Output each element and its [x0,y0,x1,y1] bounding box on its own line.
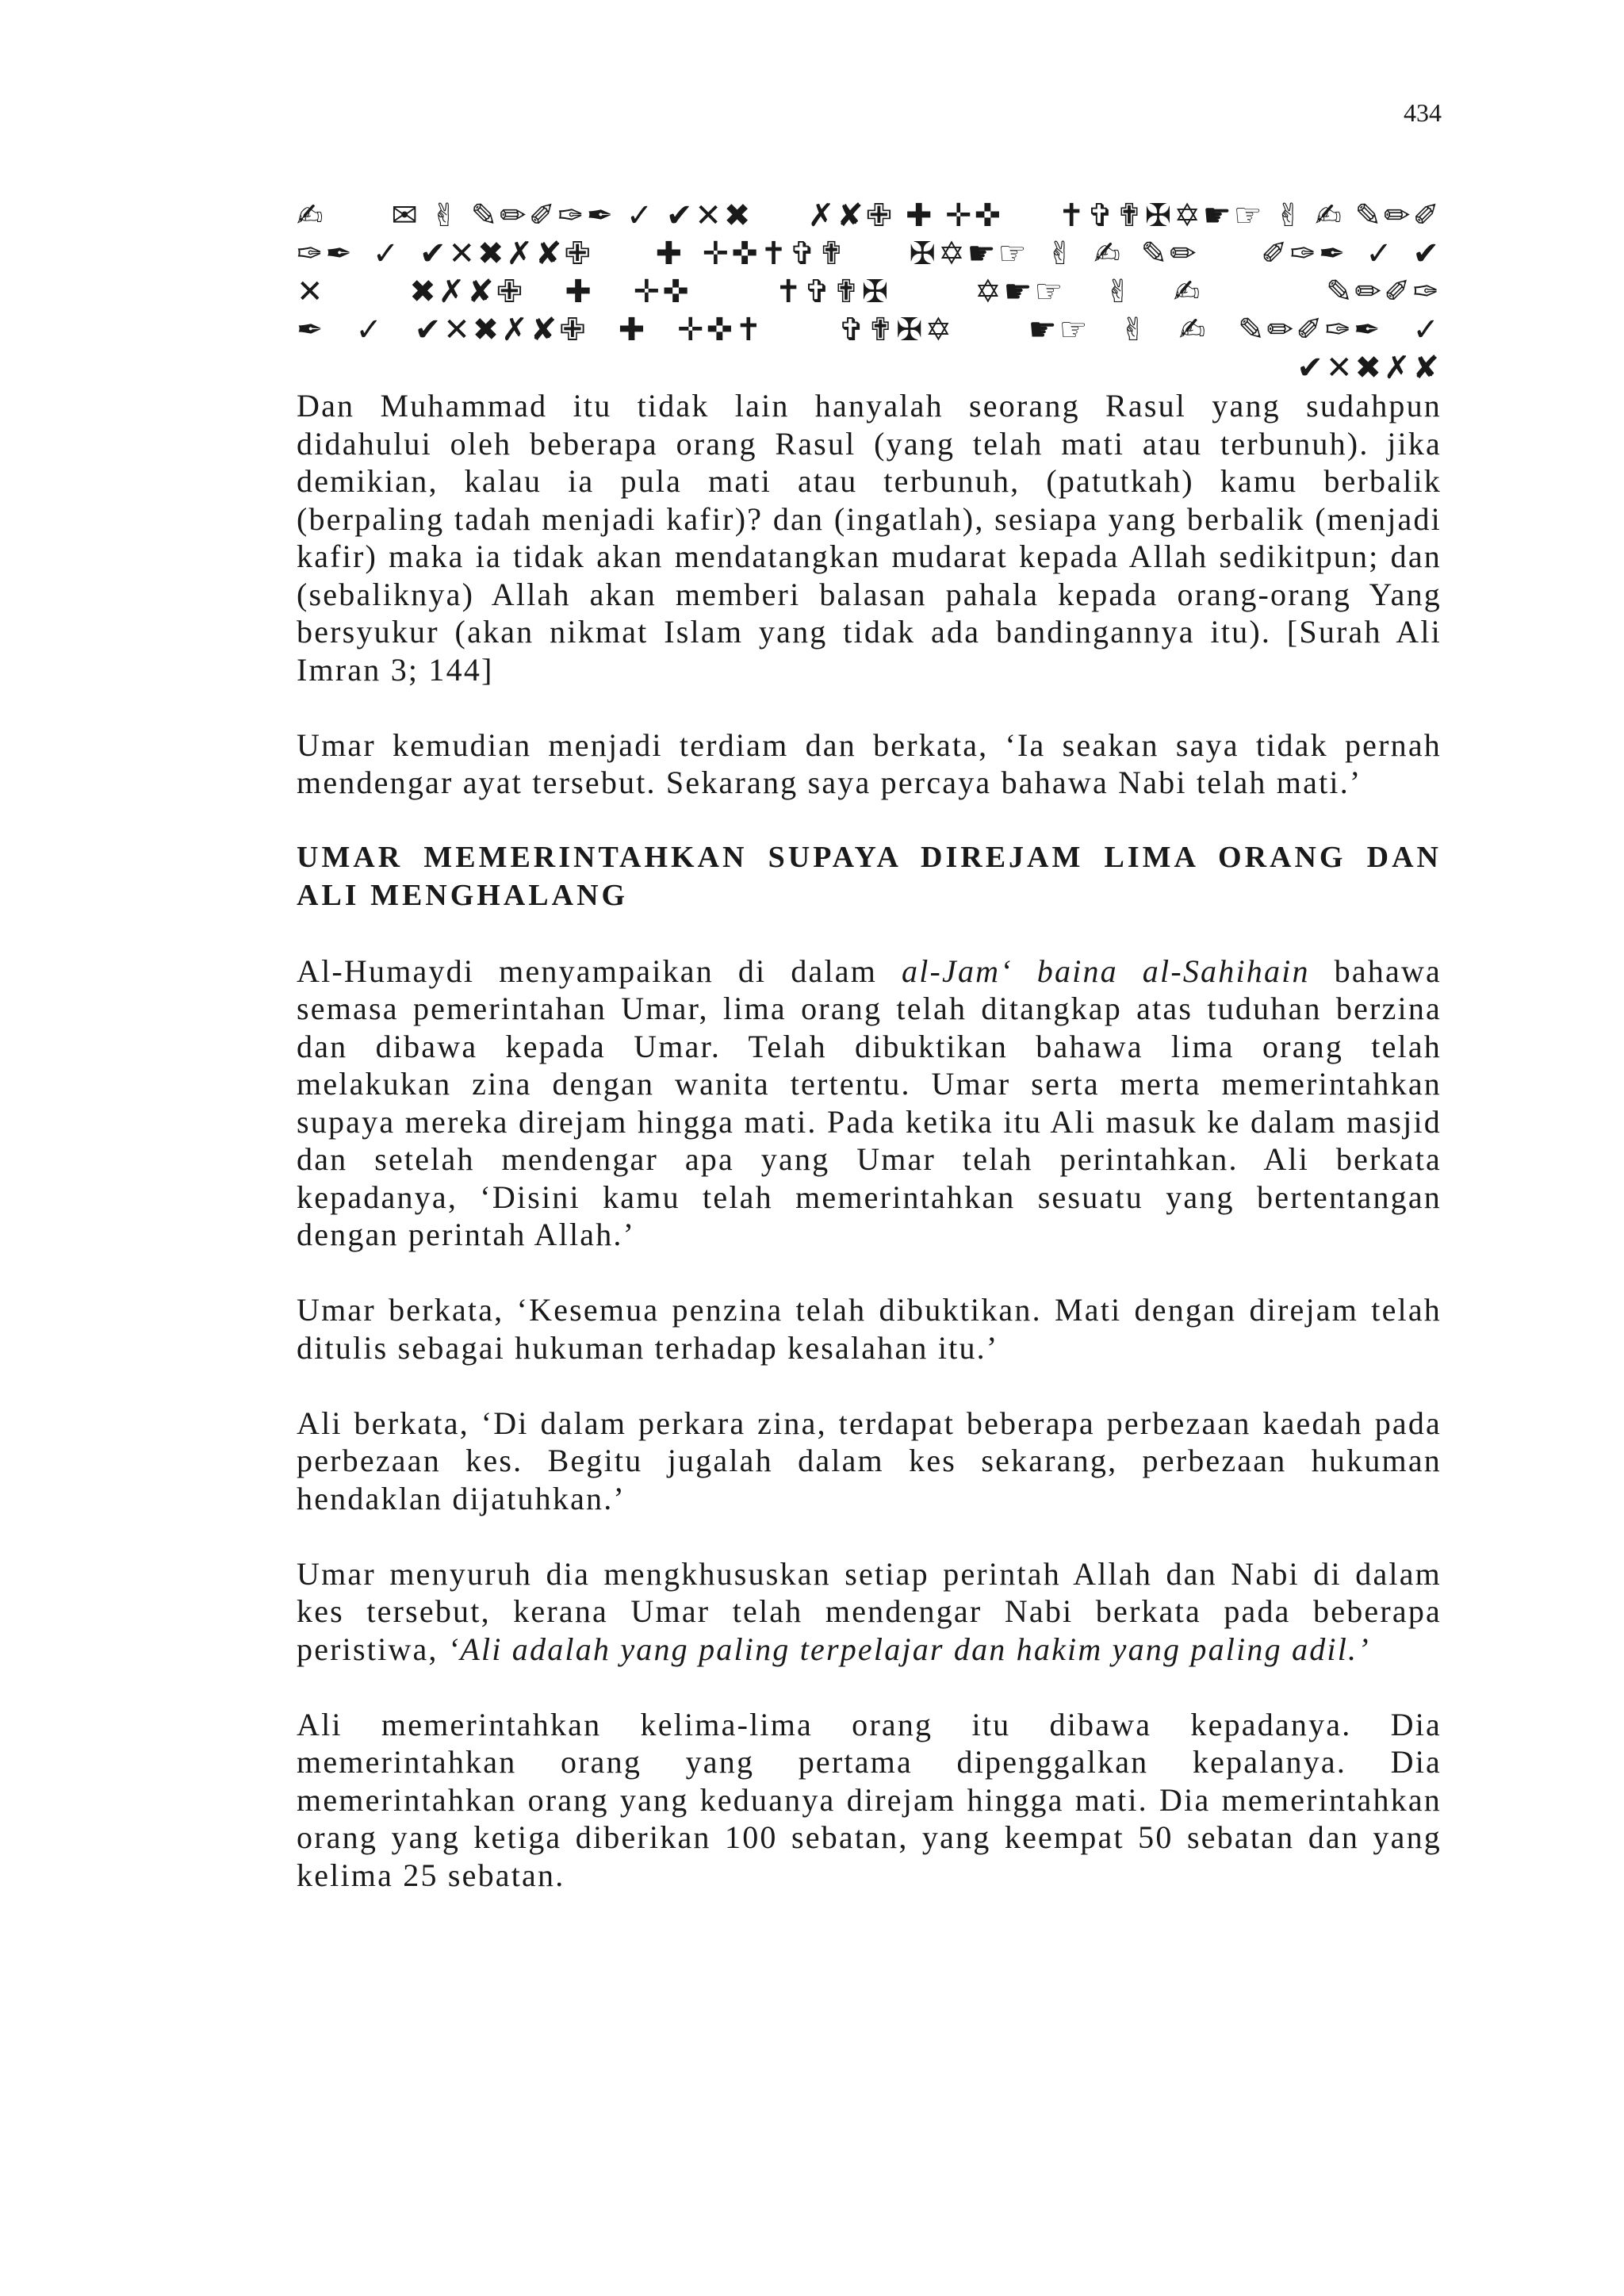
book-title: al-Jam‘ baina al-Sahihain [902,953,1310,989]
humaydi-text-start: Al-Humaydi menyampaikan di dalam [297,953,902,989]
verse-translation-paragraph: Dan Muhammad itu tidak lain hanyalah seorang Rasul yang sudahpun didahului oleh beberapa orang Rasul (yang telah mati atau terbunuh). jika demikian, kalau ia pula mati atau terbunuh, (patutkah) kamu berbalik (berpaling tadah menjadi kafir)? dan (ingatlah), sesiapa yang berbalik (menjadi kafir) maka ia tidak akan mendatangkan mudarat kepada Allah sedikitpun; dan (sebaliknya) Allah akan memberi balasan pahala kepada orang-orang Yang bersyukur (akan nikmat Islam yang tidak ada bandingannya itu). [Surah Ali Imran 3; 144] [297,388,1442,688]
page-number: 434 [1404,98,1442,127]
arabic-verse-line: ✑✒✓✔✕✖✗✘✙ ✚✛✜✝✞✟ ✠✡☛☞✌✍✎✏ ✐✑✒✓✔ [297,236,1442,272]
page-content [297,197,1442,1894]
humaydi-paragraph [297,953,1442,1254]
umar-reply-paragraph: Umar berkata, ‘Kesemua penzina telah dibuktikan. Mati dengan direjam telah ditulis sebagai hukuman terhadap kesalahan itu.’ [297,1292,1442,1366]
ali-judgement-paragraph: Ali memerintahkan kelima-lima orang itu dibawa kepadanya. Dia memerintahkan orang yang pertama dipenggalkan kepalanya. Dia memerintahkan orang yang keduanya direjam hingga mati. Dia memerintahkan orang yang ketiga diberikan 100 sebatan, yang keempat 50 sebatan dan yang kelima 25 sebatan. [297,1706,1442,1893]
arabic-verse-line: ✒✓✔✕✖✗✘✙✚✛✜✝ ✞✟✠✡ ☛☞✌✍✎✏✐✑✒✓ [297,312,1442,348]
humaydi-text-rest: bahawa semasa pemerintahan Umar, lima orang telah ditangkap atas tuduhan berzina dan dibawa kepada Umar. Telah dibuktikan bahawa lima orang telah melakukan zina dengan wanita tertentu. Umar serta merta memerintahkan supaya mereka direjam hingga mati. Pada ketika itu Ali masuk ke dalam masjid dan setelah mendengar apa yang Umar telah perintahkan. Ali berkata kepadanya, ‘Disini kamu telah memerintahkan sesuatu yang bertentangan dengan perintah Allah.’ [297,953,1442,1252]
section-heading: UMAR MEMERINTAHKAN SUPAYA DIREJAM LIMA ORANG DAN ALI MENGHALANG [297,841,1442,912]
arabic-verse-line: ✔✕✖✗✘ [1297,350,1442,386]
umar-silent-paragraph: Umar kemudian menjadi terdiam dan berkata, ‘Ia seakan saya tidak pernah mendengar ayat tersebut. Sekarang saya percaya bahawa Nabi telah mati.’ [297,726,1442,800]
umar-request-paragraph [297,1555,1442,1669]
umar-request-text: Umar menyuruh dia mengkhususkan setiap perintah Allah dan Nabi di dalam kes tersebut, kerana Umar telah mendengar Nabi berkata pada beberapa peristiwa, [297,1555,1442,1667]
hadith-quote: ‘Ali adalah yang paling terpelajar dan hakim yang paling adil.’ [447,1631,1370,1667]
arabic-verse-block [297,197,1442,387]
arabic-verse-line: ✕ ✖✗✘✙✚✛✜ ✝✞✟✠ ✡☛☞✌✍ ✎✏✐✑ [297,274,1442,310]
ali-reply-paragraph: Ali berkata, ‘Di dalam perkara zina, terdapat beberapa perbezaan kaedah pada perbezaan kes. Begitu jugalah dalam kes sekarang, perbezaan hukuman hendaklan dijatuhkan.’ [297,1405,1442,1516]
arabic-verse-line: ✍ ✉✌✎✏✐✑✒✓✔✕✖ ✗✘✙✚✛✜ ✝✞✟✠✡☛☞✌✍✎✏✐ [297,197,1442,234]
